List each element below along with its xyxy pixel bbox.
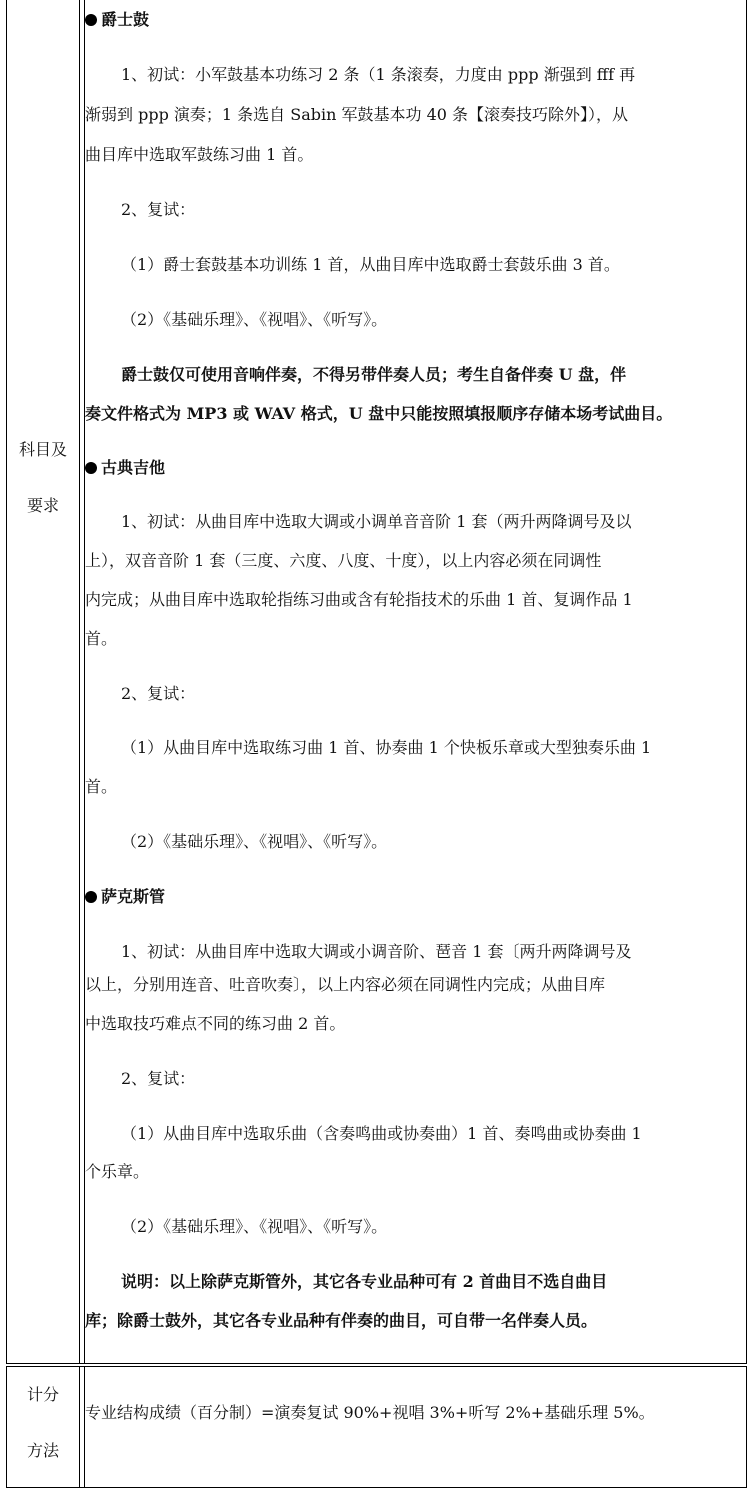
guitar-prelim-line-2: 上），双音音阶 1 套（三度、六度、八度、十度），以上内容必须在同调性 — [85, 551, 602, 570]
requirements-label-line-1: 科目及 — [18, 440, 67, 459]
guitar-prelim-line-3: 内完成；从曲目库中选取轮指练习曲或含有轮指技术的乐曲 1 首、复调作品 1 — [85, 590, 633, 609]
section-title-jazz-drum: 爵士鼓 — [85, 9, 149, 31]
section-title-classical-guitar: 古典吉他 — [85, 457, 165, 479]
section-title-saxophone: 萨克斯管 — [85, 886, 165, 908]
scoring-label-line-2: 方法 — [26, 1441, 59, 1460]
scoring-label-cell — [7, 1367, 80, 1487]
jazz-prelim-line-2: 渐弱到 ppp 演奏；1 条选自 Sabin 军鼓基本功 40 条【滚奏技巧除外】），从 — [85, 105, 629, 124]
sax-retest-1-line-1: （1）从曲目库中选取乐曲（含奏鸣曲或协奏曲）1 首、奏鸣曲或协奏曲 1 — [121, 1124, 642, 1143]
note-line-1: 说明：以上除萨克斯管外，其它各专业品种可有 2 首曲目不选自曲目 — [121, 1272, 608, 1291]
sax-prelim-line-1: 1、初试：从曲目库中选取大调或小调音阶、琶音 1 套〔两升两降调号及 — [121, 942, 632, 961]
guitar-retest-2: （2）《基础乐理》、《视唱》、《听写》。 — [121, 832, 388, 851]
requirements-row — [6, 0, 747, 1364]
jazz-prelim-line-3: 曲目库中选取军鼓练习曲 1 首。 — [85, 145, 314, 164]
sax-retest-label: 2、复试： — [121, 1069, 196, 1088]
jazz-retest-1: （1）爵士套鼓基本功训练 1 首，从曲目库中选取爵士套鼓乐曲 3 首。 — [121, 255, 620, 274]
requirements-label-cell — [7, 0, 80, 1363]
scoring-content-cell — [84, 1367, 746, 1487]
bullet-icon — [85, 14, 97, 26]
guitar-prelim-line-4: 首。 — [85, 629, 118, 648]
sax-retest-1-line-2: 个乐章。 — [85, 1162, 150, 1181]
note-line-2: 库；除爵士鼓外，其它各专业品种有伴奏的曲目，可自带一名伴奏人员。 — [85, 1311, 598, 1330]
guitar-retest-1-line-1: （1）从曲目库中选取练习曲 1 首、协奏曲 1 个快板乐章或大型独奏乐曲 1 — [121, 738, 652, 757]
guitar-retest-label: 2、复试： — [121, 684, 196, 703]
guitar-retest-1-line-2: 首。 — [85, 777, 118, 796]
jazz-note-line-2: 奏文件格式为 MP3 或 WAV 格式，U 盘中只能按照填报顺序存储本场考试曲目。 — [85, 404, 673, 423]
guitar-prelim-line-1: 1、初试：从曲目库中选取大调或小调单音音阶 1 套（两升两降调号及以 — [121, 512, 632, 531]
bullet-icon — [85, 462, 97, 474]
requirements-label-line-2: 要求 — [26, 496, 59, 515]
scoring-formula: 专业结构成绩（百分制）=演奏复试 90%+视唱 3%+听写 2%+基础乐理 5%。 — [85, 1403, 655, 1422]
scoring-row — [6, 1366, 747, 1488]
jazz-retest-label: 2、复试： — [121, 200, 196, 219]
sax-prelim-line-3: 中选取技巧难点不同的练习曲 2 首。 — [85, 1014, 346, 1033]
jazz-retest-2: （2）《基础乐理》、《视唱》、《听写》。 — [121, 310, 388, 329]
sax-retest-2: （2）《基础乐理》、《视唱》、《听写》。 — [121, 1217, 388, 1236]
scoring-label-line-1: 计分 — [26, 1385, 59, 1404]
bullet-icon — [85, 891, 97, 903]
jazz-note-line-1: 爵士鼓仅可使用音响伴奏，不得另带伴奏人员；考生自备伴奏 U 盘，伴 — [121, 365, 627, 384]
jazz-prelim-line-1: 1、初试：小军鼓基本功练习 2 条（1 条滚奏，力度由 ppp 渐强到 fff 再 — [121, 65, 636, 84]
sax-prelim-line-2: 以上，分别用连音、吐音吹奏〕，以上内容必须在同调性内完成；从曲目库 — [85, 975, 606, 994]
